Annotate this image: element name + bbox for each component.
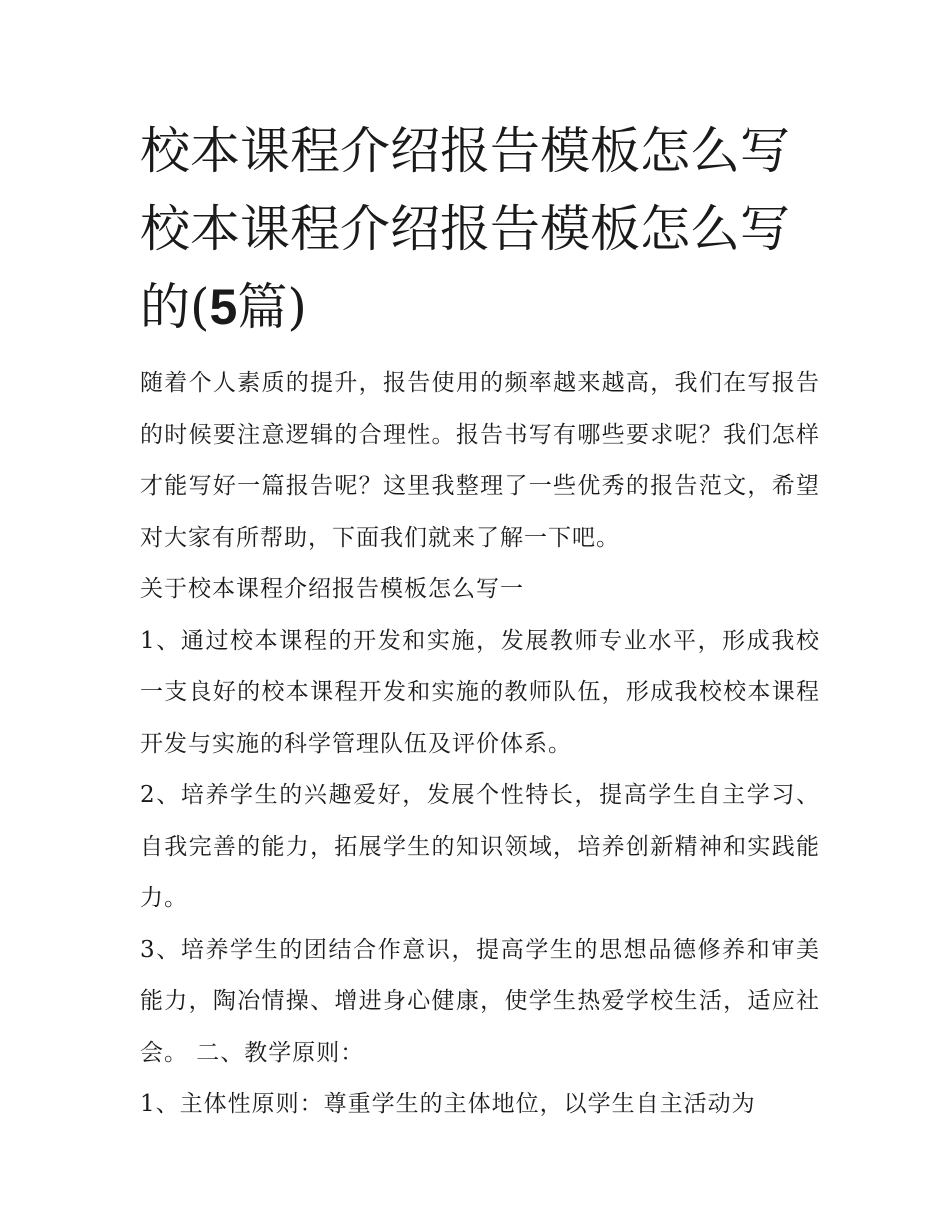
section-heading: 关于校本课程介绍报告模板怎么写一 <box>140 576 524 602</box>
document-title <box>140 112 820 346</box>
title-line-2: 校本课程介绍报告模板怎么写 <box>140 200 790 258</box>
title-article-count: 5 <box>209 279 238 335</box>
list-item-3: 3、培养学生的团结合作意识，提高学生的思想品德修养和审美能力，陶冶情操、增进身心健康，使学生热爱学校生活，适应社会。 二、教学原则： <box>140 936 820 1066</box>
title-line-3 <box>140 268 820 346</box>
principle-item-1: 1、主体性原则：尊重学生的主体地位，以学生自主活动为 <box>140 1091 756 1117</box>
title-line-1: 校本课程介绍报告模板怎么写 <box>140 122 790 180</box>
intro-paragraph: 随着个人素质的提升，报告使用的频率越来越高，我们在写报告的时候要注意逻辑的合理性。报告书写有哪些要求呢？我们怎样才能写好一篇报告呢？这里我整理了一些优秀的报告范文，希望对大家有所帮助，下面我们就来了解一下吧。 <box>140 370 820 551</box>
document-page <box>140 112 820 1131</box>
list-item-1: 1、通过校本课程的开发和实施，发展教师专业水平，形成我校一支良好的校本课程开发和实施的教师队伍，形成我校校本课程开发与实施的科学管理队伍及评价体系。 <box>140 627 820 757</box>
title-line-3-prefix: 的( <box>140 278 210 336</box>
title-line-3-suffix: 篇) <box>237 278 307 336</box>
list-item-2: 2、培养学生的兴趣爱好，发展个性特长，提高学生自主学习、自我完善的能力，拓展学生的知识领域，培养创新精神和实践能力。 <box>140 782 820 911</box>
